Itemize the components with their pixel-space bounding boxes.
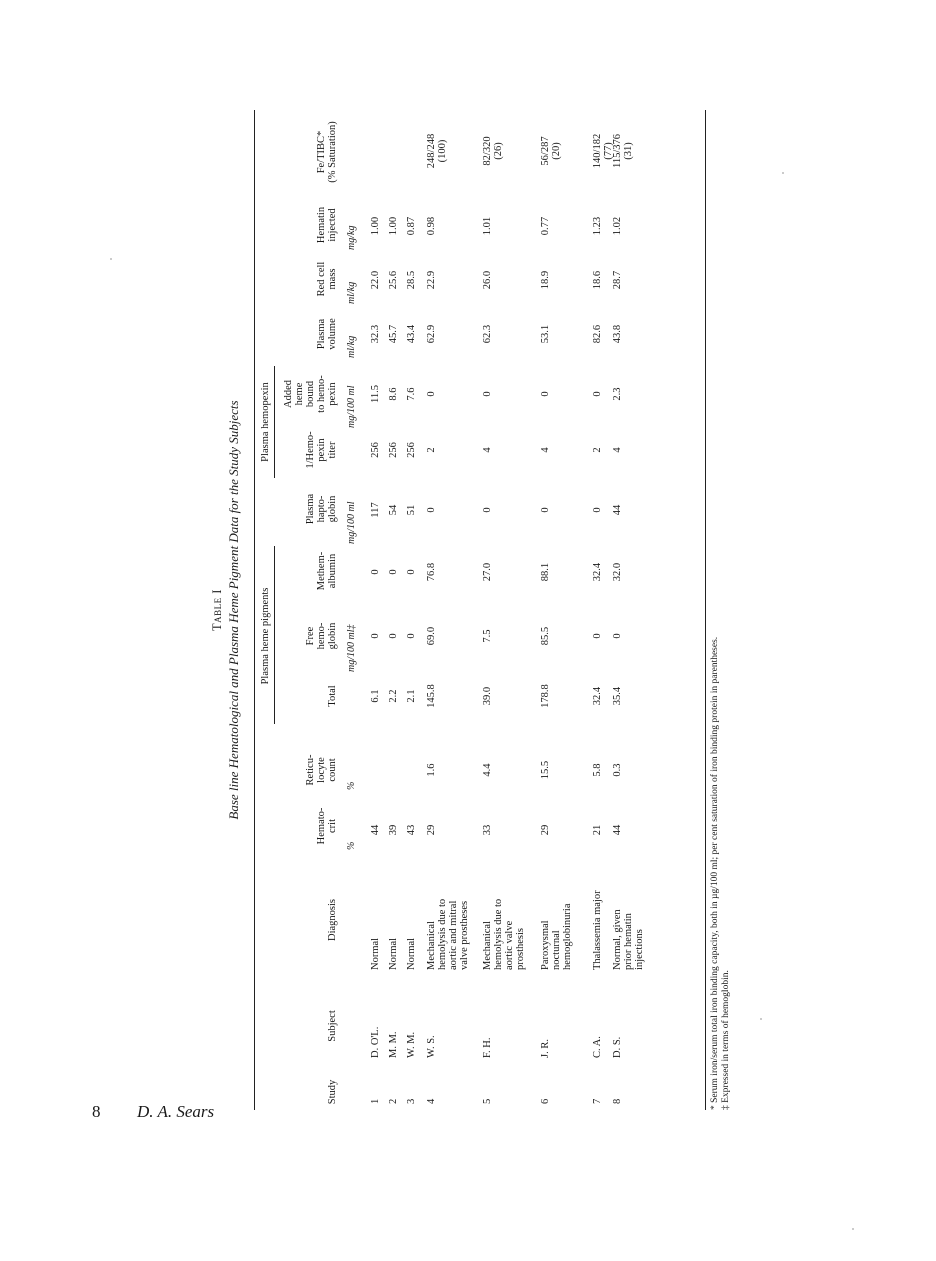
cell-added: 8.6 [388,387,399,401]
col-fe-tibc: Fe/TIBC* (% Saturation) [316,121,338,183]
cell-hapto: 44 [612,504,623,516]
cell-added: 0 [482,391,493,397]
cell-total: 145.8 [426,684,437,708]
cell-hapto: 0 [426,507,437,513]
col-added-heme: Added heme bound to hemo- pexin [283,375,338,413]
cell-hpx: 256 [406,442,417,458]
scan-speck [852,1228,854,1230]
cell-rcm: 25.6 [388,270,399,290]
cell-total: 178.8 [540,684,551,708]
cell-rcm: 18.6 [592,270,603,290]
cell-rcm: 18.9 [540,270,551,290]
cell-methalb: 0 [370,569,381,575]
cell-free-hb: 0 [592,633,603,639]
cell-methalb: 76.8 [426,562,437,582]
cell-added: 0 [540,391,551,397]
cell-hpx: 4 [482,447,493,453]
cell-free-hb: 0 [406,633,417,639]
cell-total: 2.2 [388,689,399,703]
cell-pv: 43.4 [406,324,417,344]
cell-fe: 140/182 (77) [592,133,614,169]
cell-subject: D. O'L. [370,1026,381,1058]
cell-pv: 62.3 [482,324,493,344]
page-number: 8 [92,1102,101,1121]
cell-rcm: 26.0 [482,270,493,290]
cell-fe: 82/320 (26) [482,136,504,166]
cell-hapto: 0 [482,507,493,513]
cell-free-hb: 0 [388,633,399,639]
cell-hapto: 117 [370,502,381,518]
cell-retic: 1.6 [426,763,437,777]
cell-hematin: 1.23 [592,216,603,236]
cell-added: 11.5 [370,385,381,403]
cell-hematin: 1.00 [370,216,381,236]
unit-hematocrit: % [346,841,357,850]
col-hematin: Hematin injected [316,206,338,244]
cell-free-hb: 0 [370,633,381,639]
cell-study: 7 [592,1098,603,1104]
cell-hct: 44 [612,824,623,836]
cell-fe: 56/287 (20) [540,136,562,166]
cell-diagnosis: Mechanical hemolysis due to aortic and mitral valve prostheses [426,898,470,970]
col-diagnosis: Diagnosis [327,899,338,941]
group-header-hemopexin: Plasma hemopexin [260,382,271,462]
bottom-rule [705,110,706,1110]
cell-hpx: 2 [592,447,603,453]
table-subtitle: Base line Hematological and Plasma Heme Pigment Data for the Study Subjects [226,400,241,820]
cell-rcm: 22.9 [426,270,437,290]
cell-hematin: 0.87 [406,216,417,236]
cell-study: 8 [612,1098,623,1104]
cell-study: 4 [426,1098,437,1104]
cell-methalb: 0 [388,569,399,575]
cell-rcm: 22.0 [370,270,381,290]
cell-methalb: 88.1 [540,562,551,582]
col-subject: Subject [327,1010,338,1042]
cell-pv: 62.9 [426,324,437,344]
cell-free-hb: 69.0 [426,626,437,646]
cell-hematin: 1.02 [612,216,623,236]
col-free-hemoglobin: Free hemo- globin [305,622,338,650]
cell-study: 6 [540,1098,551,1104]
group-header-heme-pigments: Plasma heme pigments [260,587,271,685]
cell-retic: 15.5 [540,760,551,780]
cell-free-hb: 0 [612,633,623,639]
unit-red-cell-mass: ml/kg [346,281,357,304]
cell-pv: 53.1 [540,324,551,344]
cell-diagnosis: Normal [388,937,399,970]
col-total: Total [327,685,338,707]
cell-diagnosis: Normal [406,937,417,970]
col-hematocrit: Hemato- crit [316,807,338,845]
cell-diagnosis: Normal [370,937,381,970]
unit-heme: mg/100 ml‡ [346,624,357,672]
cell-hct: 21 [592,824,603,836]
cell-methalb: 32.0 [612,562,623,582]
unit-added-heme: mg/100 ml [346,385,357,428]
col-red-cell-mass: Red cell mass [316,261,338,297]
col-hemopexin-titer: 1/Hemo- pexin titer [305,431,338,469]
cell-total: 39.0 [482,686,493,706]
unit-plasma-volume: ml/kg [346,335,357,358]
unit-hematin: mg/kg [346,225,357,250]
cell-total: 32.4 [592,686,603,706]
group-rule-heme-pigments [274,546,275,724]
cell-hpx: 256 [388,442,399,458]
cell-diagnosis: Normal, given prior hematin injections [612,909,645,970]
cell-hematin: 1.01 [482,216,493,236]
cell-subject: M. M. [388,1031,399,1058]
cell-hapto: 0 [592,507,603,513]
top-rule [254,110,255,1110]
cell-free-hb: 85.5 [540,626,551,646]
cell-hct: 43 [406,824,417,836]
cell-hct: 29 [426,824,437,836]
cell-hpx: 4 [612,447,623,453]
col-haptoglobin: Plasma hapto- globin [305,493,338,525]
cell-pv: 82.6 [592,324,603,344]
cell-hpx: 4 [540,447,551,453]
cell-study: 3 [406,1098,417,1104]
col-methemalbumin: Methem- albumin [316,551,338,591]
cell-total: 2.1 [406,689,417,703]
cell-added: 0 [592,391,603,397]
cell-retic: 4.4 [482,763,493,777]
cell-hct: 29 [540,824,551,836]
cell-diagnosis: Mechanical hemolysis due to aortic valve prosthesis [482,898,526,970]
scan-speck [110,258,112,260]
cell-hematin: 1.00 [388,216,399,236]
footnote-fe-tibc: * Serum iron/serum total iron binding capacity, both in µg/100 ml; per cent saturation of iron binding protein in parentheses. [710,636,720,1110]
cell-study: 2 [388,1098,399,1104]
cell-study: 5 [482,1098,493,1104]
cell-added: 2.3 [612,387,623,401]
cell-hapto: 0 [540,507,551,513]
cell-retic: 5.8 [592,763,603,777]
cell-hapto: 54 [388,504,399,516]
cell-diagnosis: Paroxysmal nocturnal hemoglobinuria [540,903,573,970]
cell-subject: F. H. [482,1037,493,1058]
cell-added: 7.6 [406,387,417,401]
col-study: Study [327,1079,338,1105]
rotated-table-page [200,110,800,1110]
cell-diagnosis: Thalassemia major [592,890,603,970]
cell-retic: 0.3 [612,763,623,777]
cell-pv: 45.7 [388,324,399,344]
cell-hematin: 0.98 [426,216,437,236]
cell-subject: J. R. [540,1039,551,1058]
scan-speck [782,172,784,174]
cell-subject: C. A. [592,1036,603,1058]
cell-total: 35.4 [612,686,623,706]
running-author: D. A. Sears [137,1102,215,1121]
cell-methalb: 27.0 [482,562,493,582]
group-rule-hemopexin [274,366,275,478]
cell-hpx: 256 [370,442,381,458]
cell-fe: 115/376 (31) [612,133,634,169]
cell-hct: 44 [370,824,381,836]
cell-total: 6.1 [370,689,381,703]
cell-pv: 32.3 [370,324,381,344]
cell-rcm: 28.7 [612,270,623,290]
cell-hematin: 0.77 [540,216,551,236]
cell-hpx: 2 [426,447,437,453]
cell-rcm: 28.5 [406,270,417,290]
unit-haptoglobin: mg/100 ml [346,501,357,544]
cell-free-hb: 7.5 [482,629,493,643]
cell-hct: 39 [388,824,399,836]
scan-speck [760,1018,762,1020]
cell-subject: W. M. [406,1031,417,1058]
cell-methalb: 0 [406,569,417,575]
cell-subject: W. S. [426,1035,437,1058]
col-reticulocyte: Reticu- locyte count [305,754,338,786]
cell-methalb: 32.4 [592,562,603,582]
cell-added: 0 [426,391,437,397]
table-title: Table I [210,589,224,631]
cell-subject: D. S. [612,1036,623,1058]
col-plasma-volume: Plasma volume [316,318,338,350]
cell-fe: 248/248 (100) [426,133,448,169]
unit-reticulocyte: % [346,781,357,790]
cell-study: 1 [370,1098,381,1104]
cell-hct: 33 [482,824,493,836]
cell-pv: 43.8 [612,324,623,344]
cell-hapto: 51 [406,504,417,516]
footnote-hemoglobin: ‡ Expressed in terms of hemoglobin. [721,970,731,1110]
